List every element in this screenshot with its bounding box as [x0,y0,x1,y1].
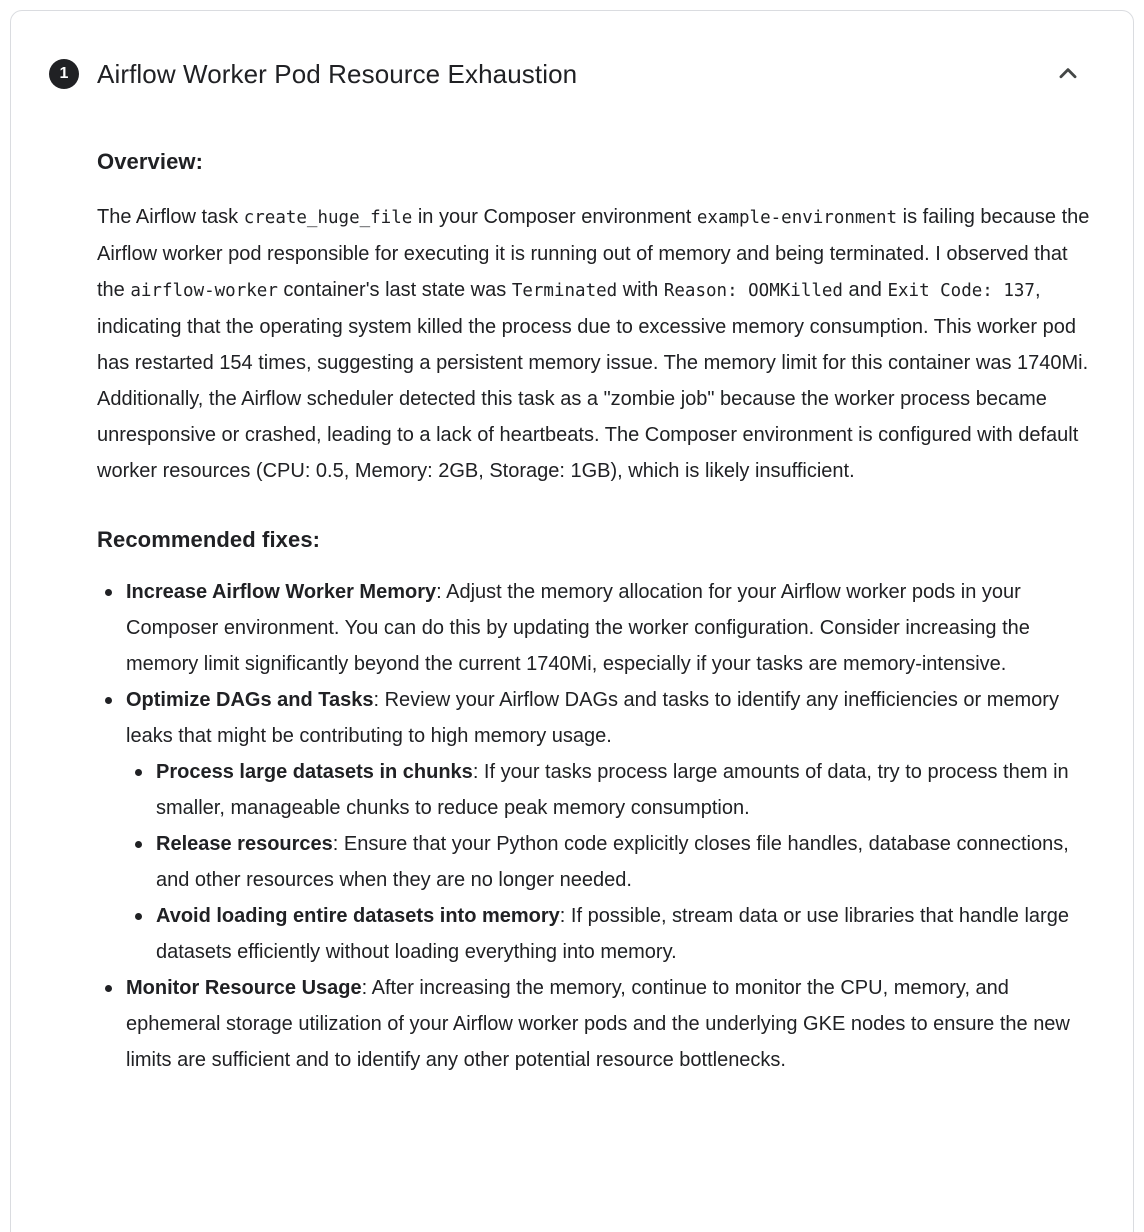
bullet-icon [135,913,142,920]
fix-item-description: : Ensure that your Python code explicitly closes file handles, database connections, and other resources when they are no longer needed. [156,833,1069,891]
fix-item-text [156,826,1097,898]
bullet-icon [105,985,112,992]
issue-title: Airflow Worker Pod Resource Exhaustion [97,58,578,89]
fix-item-label: Release resources [156,833,333,855]
fix-item-text [156,898,1097,970]
fix-item-text [126,970,1097,1078]
inline-code: Exit Code: 137 [887,281,1035,301]
issue-card-header[interactable] [11,11,1133,91]
fix-item [97,970,1097,1078]
inline-code: create_huge_file [243,208,413,228]
fix-item [127,754,1097,826]
inline-code: Reason: OOMKilled [663,281,843,301]
fix-item-label: Avoid loading entire datasets into memory [156,905,560,927]
fix-item-label: Process large datasets in chunks [156,761,473,783]
fix-item-label: Increase Airflow Worker Memory [126,581,437,603]
fix-item [127,826,1097,898]
fix-item-text [126,682,1097,754]
fix-item [97,574,1097,682]
bullet-icon [135,841,142,848]
fix-item-label: Monitor Resource Usage [126,977,362,999]
bullet-icon [105,697,112,704]
text-run: , indicating that the operating system killed the process due to excessive memory consumption. This worker pod has restarted 154 times, suggesting a persistent memory issue. The memory limit for this container was 1740Mi. Additionally, the Airflow scheduler detected this task as a "zombie job" because the worker process became unresponsive or crashed, leading to a lack of heartbeats. The Composer environment is configured with default worker resources (CPU: 0.5, Memory: 2GB, Storage: 1GB), which is likely insufficient. [97,279,1089,482]
bullet-icon [135,769,142,776]
fix-item-description: : If your tasks process large amounts of data, try to process them in smaller, manageable chunks to reduce peak memory consumption. [156,761,1069,819]
fixes-list [97,574,1097,1078]
text-run: in your Composer environment [412,206,697,228]
fix-item [97,682,1097,754]
fix-item-text [156,754,1097,826]
fix-item-description: : If possible, stream data or use libraries that handle large datasets efficiently without loading everything into memory. [156,905,1069,963]
issue-card-body [11,149,1133,1078]
text-run: with [617,279,664,301]
issue-card [10,10,1134,1232]
inline-code: Terminated [511,281,618,301]
fix-item-description: : Adjust the memory allocation for your Airflow worker pods in your Composer environment. You can do this by updating the worker configuration. Consider increasing the memory limit significantly beyond the current 1740Mi, especially if your tasks are memory-intensive. [126,581,1030,675]
fix-item-description: : After increasing the memory, continue to monitor the CPU, memory, and ephemeral storage utilization of your Airflow worker pods and the underlying GKE nodes to ensure the new limits are sufficient and to identify any other potential resource bottlenecks. [126,977,1070,1071]
overview-paragraph [97,199,1097,489]
fix-item [127,898,1097,970]
inline-code: airflow-worker [130,281,278,301]
text-run: container's last state was [277,279,512,301]
collapse-button[interactable] [1051,57,1085,91]
text-run: is failing because the Airflow worker pod responsible for executing it is running out of memory and being terminated. I observed that the [97,206,1090,301]
issue-number-badge: 1 [49,59,79,89]
fix-item-text [126,574,1097,682]
overview-heading: Overview: [97,149,204,174]
fix-item-description: : Review your Airflow DAGs and tasks to identify any inefficiencies or memory leaks that might be contributing to high memory usage. [126,689,1059,747]
text-run: and [842,279,888,301]
text-run: The Airflow task [97,206,244,228]
fixes-heading: Recommended fixes: [97,527,321,552]
fix-item-label: Optimize DAGs and Tasks [126,689,374,711]
inline-code: example-environment [696,208,898,228]
chevron-up-icon [1055,61,1081,87]
bullet-icon [105,589,112,596]
